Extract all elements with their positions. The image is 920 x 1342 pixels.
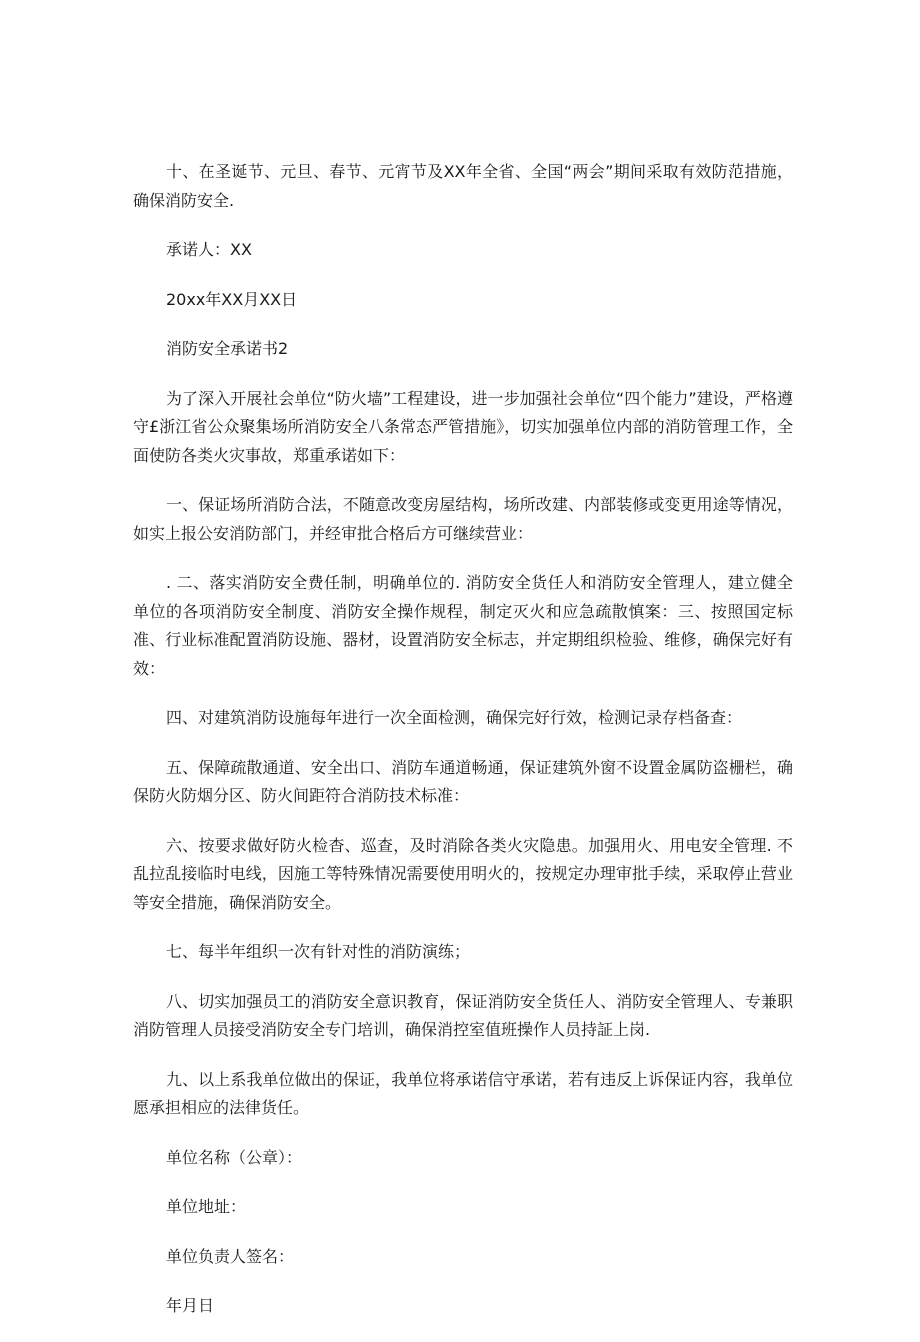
item-4-paragraph: 四、对建筑消防设施每年进行一次全面检测，确保完好行效，检测记录存档备查： bbox=[166, 708, 743, 727]
item-1-paragraph: 一、保证场所消防合法，不随意改变房屋结构，场所改建、内部装修或变更用途等情况，如实上报公安消防部门，并经审批合格后方可继续营业： bbox=[133, 495, 793, 543]
section-title: 消防安全承诺书2 bbox=[166, 339, 289, 358]
item-2-3-paragraph: . 二、落实消防安全费任制，明确单位的. 消防安全货任人和消防安全管理人，建立健全单位的各项消防安全制度、消防安全操作规程，制定灭火和应急疏散慎案：三、按照国定标准、行业标准配置消防设施、器材，设置消防安全标志，并定期组织检验、维修，确保完好有效： bbox=[133, 573, 793, 678]
intro-paragraph: 为了深入开展社会单位“防火墙”工程建设，进一步加强社会单位“四个能力”建设，严格遵守£浙江省公众聚集场所消防安全八条常态严管措施》，切实加强单位内部的消防管理工作，全面使防各类火灾事故，郑重承诺如下： bbox=[133, 388, 793, 465]
paragraph-item-10-christmas-measures: 十、在圣诞节、元旦、春节、元宵节及XX年全省、全国“两会”期间采取有效防范措施，确保消防安全. bbox=[133, 162, 793, 210]
promiser-line: 承诺人：XX bbox=[166, 240, 252, 259]
item-9-paragraph: 九、以上系我单位做出的保证，我单位将承诺信守承诺，若有违反上诉保证内容，我单位愿承担相应的法律货任。 bbox=[133, 1069, 793, 1117]
unit-name-line: 单位名称（公章）： bbox=[166, 1147, 303, 1167]
item-7-paragraph: 七、每半年组织一次有针对性的消防演练； bbox=[166, 942, 471, 961]
signature-date-line: 年月日 bbox=[166, 1296, 215, 1315]
date-line: 20xx年XX月XX日 bbox=[166, 289, 298, 309]
item-5-paragraph: 五、保障疏散通道、安全出口、消防车通道畅通，保证建筑外窗不设置金属防盗栅栏，确保防火防烟分区、防火间距符合消防技术标准： bbox=[133, 757, 793, 805]
item-6-paragraph: 六、按要求做好防火检杳、巡查，及时消除各类火灾隐患。加强用火、用电安全管理. 不乱拉乱接临时电线，因施工等特殊情况需要使用明火的，按规定办理审批手续，采取停止营业等安全措施，确保消防安全。 bbox=[133, 835, 793, 912]
item-8-paragraph: 八、切实加强员工的消防安全意识教育，保证消防安全货任人、消防安全管理人、专兼职消防管理人员接受消防安全专门培训，确保消控室值班操作人员持証上岗. bbox=[133, 991, 793, 1039]
unit-leader-signature-line: 单位负责人签名： bbox=[166, 1246, 295, 1266]
unit-address-line: 单位地址： bbox=[166, 1197, 247, 1216]
document-body bbox=[133, 158, 793, 1342]
